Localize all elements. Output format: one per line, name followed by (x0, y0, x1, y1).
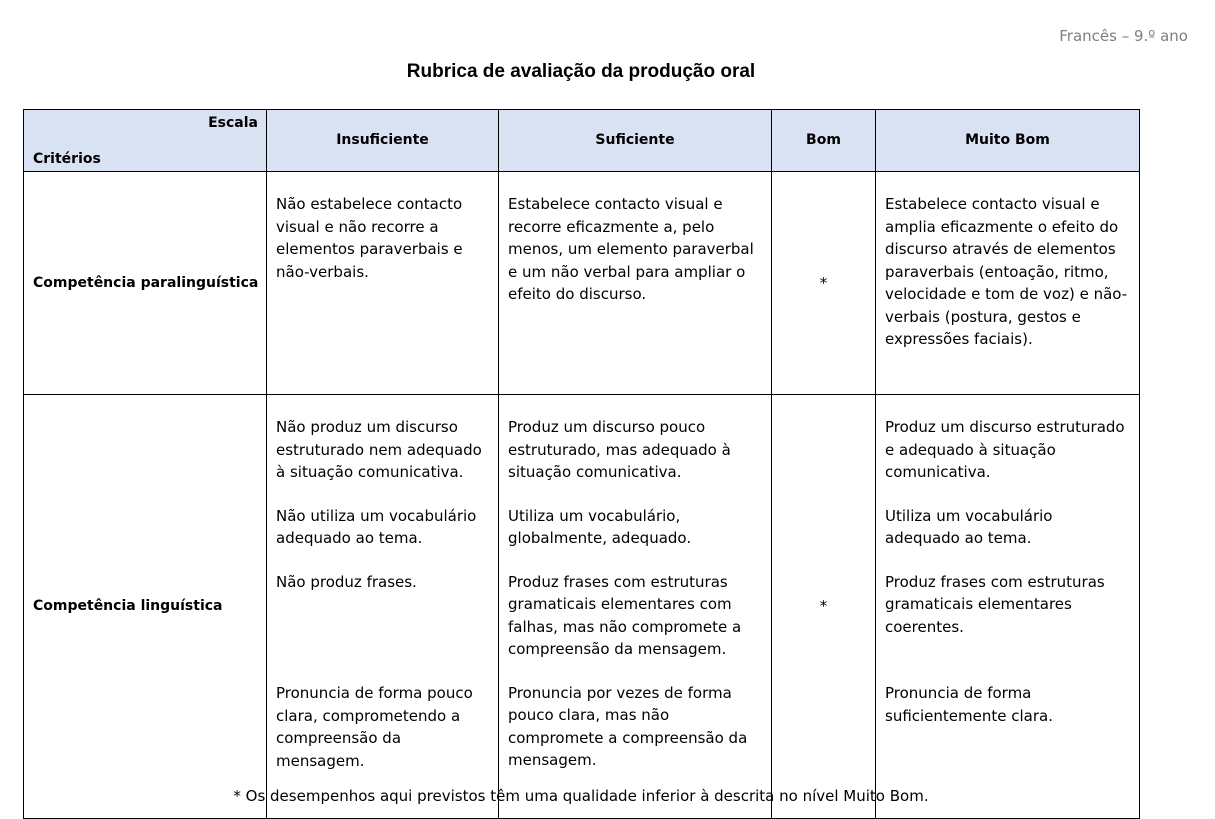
descriptor-text: Pronuncia de forma suficientemente clara. (885, 684, 1053, 725)
descriptor-text: Utiliza um vocabulário, globalmente, adequado. (508, 506, 692, 547)
level-header-insuficiente: Insuficiente (267, 110, 499, 172)
descriptor-cell-muito-bom (876, 172, 1140, 395)
table-row (24, 395, 1140, 819)
descriptor-text: Pronuncia por vezes de forma pouco clara, mas não compromete a compreensão da mensagem. (508, 683, 748, 769)
subject-label: Francês – 9.º ano (1059, 27, 1188, 45)
criterion-cell: Competência linguística (24, 395, 267, 819)
page-title: Rubrica de avaliação da produção oral (406, 61, 756, 82)
descriptor-text: Produz um discurso estruturado e adequado à situação comunicativa. (885, 418, 1125, 481)
descriptor-cell-bom: * (772, 172, 876, 395)
descriptor-text: Produz um discurso pouco estruturado, mas adequado à situação comunicativa. (508, 418, 731, 481)
criteria-label: Critérios (33, 150, 101, 167)
header-row (24, 110, 1140, 172)
corner-header-cell (24, 110, 267, 172)
descriptor-cell-insuficiente (267, 395, 499, 819)
descriptor-text: Estabelece contacto visual e recorre eficazmente a, pelo menos, um elemento paraverbal e um não verbal para ampliar o efeito do discurso. (508, 195, 754, 303)
descriptor-cell-insuficiente (267, 172, 499, 395)
footnote: * Os desempenhos aqui previstos têm uma qualidade inferior à descrita no nível Muito Bom. (233, 787, 929, 805)
descriptor-text: Produz frases com estruturas gramaticais elementares coerentes. (885, 572, 1105, 636)
descriptor-text: Não produz um discurso estruturado nem adequado à situação comunicativa. (276, 418, 482, 481)
descriptor-text: Não estabelece contacto visual e não recorre a elementos paraverbais e não-verbais. (276, 195, 463, 281)
descriptor-text: Não produz frases. (276, 572, 417, 591)
scale-label: Escala (208, 115, 258, 131)
level-header-bom: Bom (772, 110, 876, 172)
descriptor-cell-muito-bom (876, 395, 1140, 819)
descriptor-cell-suficiente (499, 172, 772, 395)
descriptor-text: Estabelece contacto visual e amplia eficazmente o efeito do discurso através de elementos paraverbais (entoação, ritmo, velocidade e tom de voz) e não-verbais (postura, gestos e expressões faciais). (885, 195, 1128, 348)
descriptor-cell-suficiente (499, 395, 772, 819)
level-header-suficiente: Suficiente (499, 110, 772, 172)
level-header-muito-bom: Muito Bom (876, 110, 1140, 172)
rubric-table (23, 109, 1140, 819)
descriptor-text: Utiliza um vocabulário adequado ao tema. (885, 506, 1053, 547)
descriptor-text: Não utiliza um vocabulário adequado ao tema. (276, 506, 477, 547)
descriptor-text: Produz frases com estruturas gramaticais elementares com falhas, mas não compromete a compreensão da mensagem. (508, 572, 742, 658)
descriptor-text: Pronuncia de forma pouco clara, comprometendo a compreensão da mensagem. (276, 684, 473, 770)
table-row (24, 172, 1140, 395)
criterion-cell: Competência paralinguística (24, 172, 267, 395)
descriptor-cell-bom: * (772, 395, 876, 819)
